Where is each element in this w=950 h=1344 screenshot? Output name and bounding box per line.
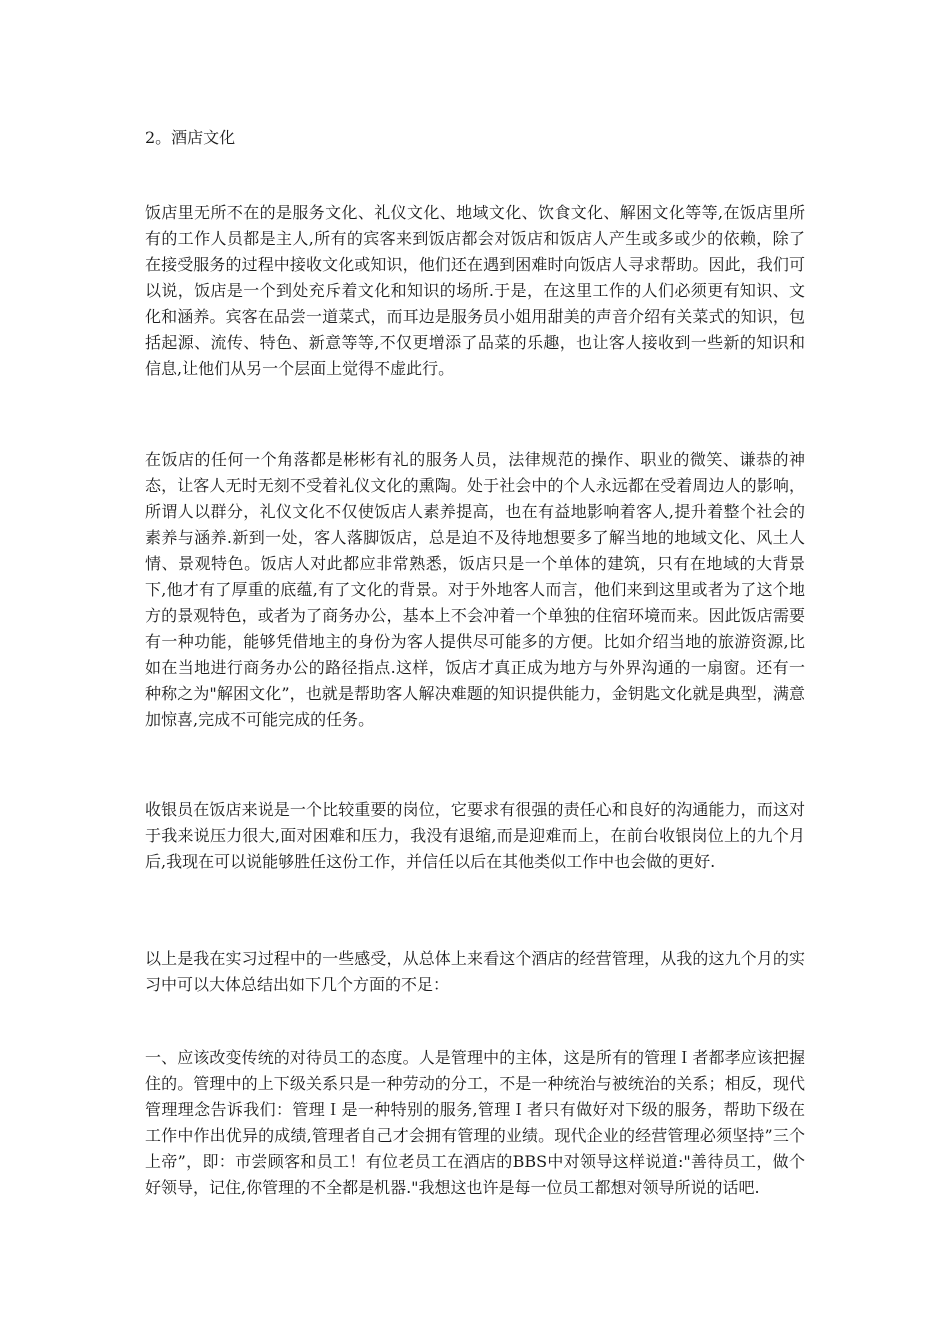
paragraph-hotel-culture: 饭店里无所不在的是服务文化、礼仪文化、地域文化、饮食文化、解困文化等等,在饭店里所有的工作人员都是主人,所有的宾客来到饭店都会对饭店和饭店人产生或多或少的依赖，除了在接受服务的过程中接收文化或知识，他们还在遇到困难时向饭店人寻求帮助。因此，我们可以说，饭店是一个到处充斥着文化和知识的场所.于是，在这里工作的人们必须更有知识、文化和涵养。宾客在品尝一道菜式，而耳边是服务员小姐用甜美的声音介绍有关菜式的知识，包括起源、流传、特色、新意等等,不仅更增添了品菜的乐趣，也让客人接收到一些新的知识和信息,让他们从另一个层面上觉得不虚此行。	[145, 203, 805, 378]
paragraph-point-one: 一、应该改变传统的对待员工的态度。人是管理中的主体，这是所有的管理Ｉ者都孝应该把握住的。管理中的上下级关系只是一种劳动的分工，不是一种统治与被统治的关系；相反，现代管理理念告诉我们：管理Ｉ是一种特别的服务,管理Ｉ者只有做好对下级的服务，帮助下级在工作中作出优异的成绩,管理者自己才会拥有管理的业绩。现代企业的经营管理必须坚持”三个上帝”，即：市尝顾客和员工！有位老员工在酒店的BBS中对领导这样说道:"善待员工，做个好领导，记住,你管理的不全都是机器."我想这也许是每一位员工都想对领导所说的话吧.	[145, 1048, 805, 1197]
paragraph-summary: 以上是我在实习过程中的一些感受，从总体上来看这个酒店的经营管理，从我的这九个月的实习中可以大体总结出如下几个方面的不足：	[145, 949, 805, 994]
paragraph-cashier-role: 收银员在饭店来说是一个比较重要的岗位，它要求有很强的责任心和良好的沟通能力，而这对于我来说压力很大,面对困难和压力，我没有退缩,而是迎难而上，在前台收银岗位上的九个月后,我现在可以说能够胜任这份工作，并信任以后在其他类似工作中也会做的更好.	[145, 800, 805, 871]
section-heading: 2。酒店文化	[145, 128, 236, 147]
paragraph-etiquette-culture: 在饭店的任何一个角落都是彬彬有礼的服务人员，法律规范的操作、职业的微笑、谦恭的神态，让客人无时无刻不受着礼仪文化的熏陶。处于社会中的个人永远都在受着周边人的影响，所谓人以群分，礼仪文化不仅使饭店人素养提高，也在有益地影响着客人,提升着整个社会的素养与涵养.新到一处，客人落脚饭店，总是迫不及待地想要多了解当地的地域文化、风土人情、景观特色。饭店人对此都应非常熟悉，饭店只是一个单体的建筑，只有在地域的大背景下,他才有了厚重的底蕴,有了文化的背景。对于外地客人而言，他们来到这里或者为了这个地方的景观特色，或者为了商务办公，基本上不会冲着一个单独的住宿环境而来。因此饭店需要有一种功能，能够凭借地主的身份为客人提供尽可能多的方便。比如介绍当地的旅游资源,比如在当地进行商务办公的路径指点.这样，饭店才真正成为地方与外界沟通的一扇窗。还有一种称之为"解困文化”，也就是帮助客人解决难题的知识提供能力，金钥匙文化就是典型，满意加惊喜,完成不可能完成的任务。	[145, 450, 805, 729]
